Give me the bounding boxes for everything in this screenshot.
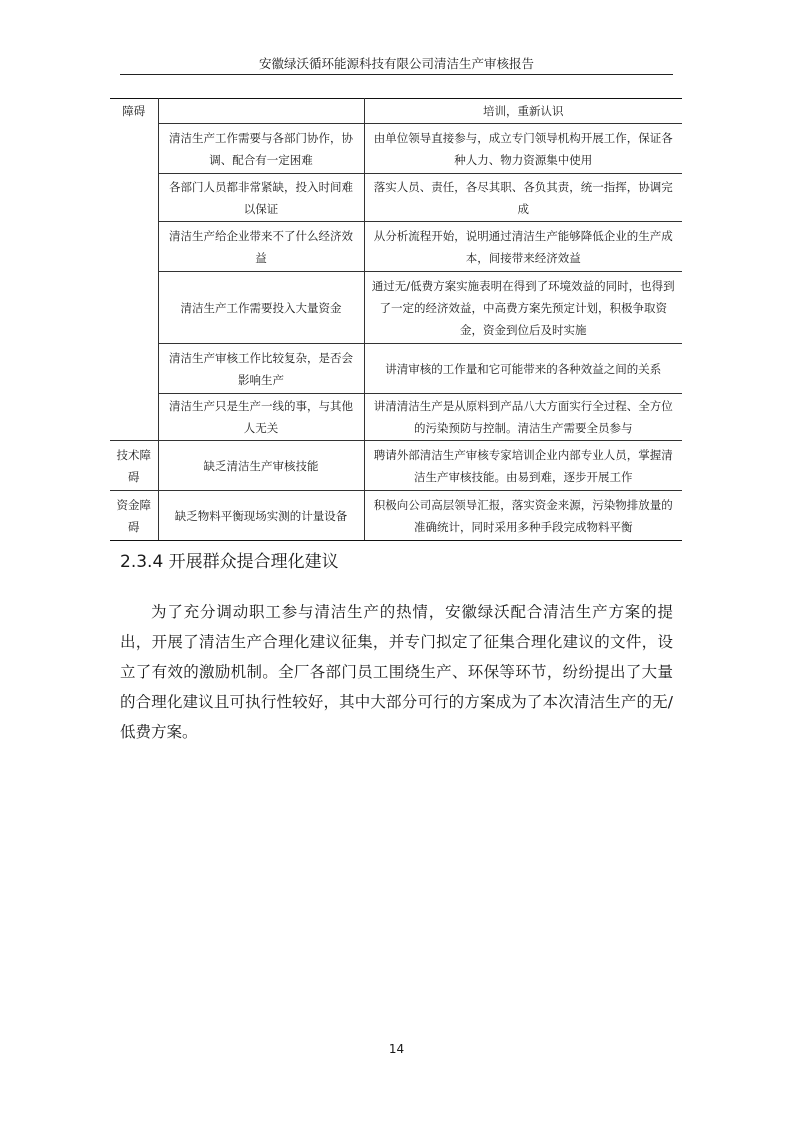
table-row bbox=[110, 441, 682, 491]
barrier-cell: 清洁生产审核工作比较复杂，是否会影响生产 bbox=[158, 344, 364, 394]
solution-cell: 落实人员、责任，各尽其职、各负其责，统一指挥，协调完成 bbox=[364, 174, 682, 222]
barrier-cell: 清洁生产给企业带来不了什么经济效益 bbox=[158, 222, 364, 272]
solution-cell: 聘请外部清洁生产审核专家培训企业内部专业人员，掌握清洁生产审核技能。由易到难，逐步开展工作 bbox=[364, 441, 682, 491]
barrier-cell: 清洁生产只是生产一线的事，与其他人无关 bbox=[158, 394, 364, 441]
header-rule bbox=[120, 74, 673, 75]
solution-cell: 讲清审核的工作量和它可能带来的各种效益之间的关系 bbox=[364, 344, 682, 394]
barrier-cell: 缺乏物料平衡现场实测的计量设备 bbox=[158, 491, 364, 541]
table-row bbox=[110, 344, 682, 394]
category-cell: 障碍 bbox=[110, 99, 158, 124]
table-row bbox=[110, 222, 682, 272]
table-row bbox=[110, 124, 682, 174]
table-row bbox=[110, 174, 682, 222]
table-row bbox=[110, 394, 682, 441]
category-cell: 资金障碍 bbox=[110, 491, 158, 541]
solution-cell: 通过无/低费方案实施表明在得到了环境效益的同时，也得到了一定的经济效益，中高费方案先预定计划，积极争取资金，资金到位后及时实施 bbox=[364, 272, 682, 344]
solution-cell: 培训，重新认识 bbox=[364, 99, 682, 124]
page-number: 14 bbox=[388, 1042, 405, 1056]
barrier-cell: 清洁生产工作需要与各部门协作，协调、配合有一定困难 bbox=[158, 124, 364, 174]
page-header: 安徽绿沃循环能源科技有限公司清洁生产审核报告 bbox=[258, 56, 534, 71]
solution-cell: 由单位领导直接参与，成立专门领导机构开展工作，保证各种人力、物力资源集中使用 bbox=[364, 124, 682, 174]
body-paragraph: 为了充分调动职工参与清洁生产的热情，安徽绿沃配合清洁生产方案的提出，开展了清洁生产合理化建议征集，并专门拟定了征集合理化建议的文件，设立了有效的激励机制。全厂各部门员工围绕生产、环保等环节，纷纷提出了大量的合理化建议且可执行性较好，其中大部分可行的方案成为了本次清洁生产的无/低费方案。 bbox=[120, 603, 673, 741]
table-row bbox=[110, 99, 682, 124]
table-row bbox=[110, 272, 682, 344]
solution-cell: 讲清清洁生产是从原料到产品八大方面实行全过程、全方位的污染预防与控制。清洁生产需要全员参与 bbox=[364, 394, 682, 441]
table-row bbox=[110, 491, 682, 541]
category-cell: 技术障碍 bbox=[110, 441, 158, 491]
barrier-cell: 缺乏清洁生产审核技能 bbox=[158, 441, 364, 491]
barrier-cell bbox=[158, 99, 364, 124]
section-heading: 2.3.4 开展群众提合理化建议 bbox=[120, 552, 339, 572]
barriers-table bbox=[110, 98, 682, 541]
barrier-cell: 清洁生产工作需要投入大量资金 bbox=[158, 272, 364, 344]
category-cell bbox=[110, 124, 158, 441]
solution-cell: 积极向公司高层领导汇报，落实资金来源，污染物排放量的准确统计，同时采用多种手段完成物料平衡 bbox=[364, 491, 682, 541]
solution-cell: 从分析流程开始，说明通过清洁生产能够降低企业的生产成本，间接带来经济效益 bbox=[364, 222, 682, 272]
barrier-cell: 各部门人员都非常紧缺，投入时间难以保证 bbox=[158, 174, 364, 222]
